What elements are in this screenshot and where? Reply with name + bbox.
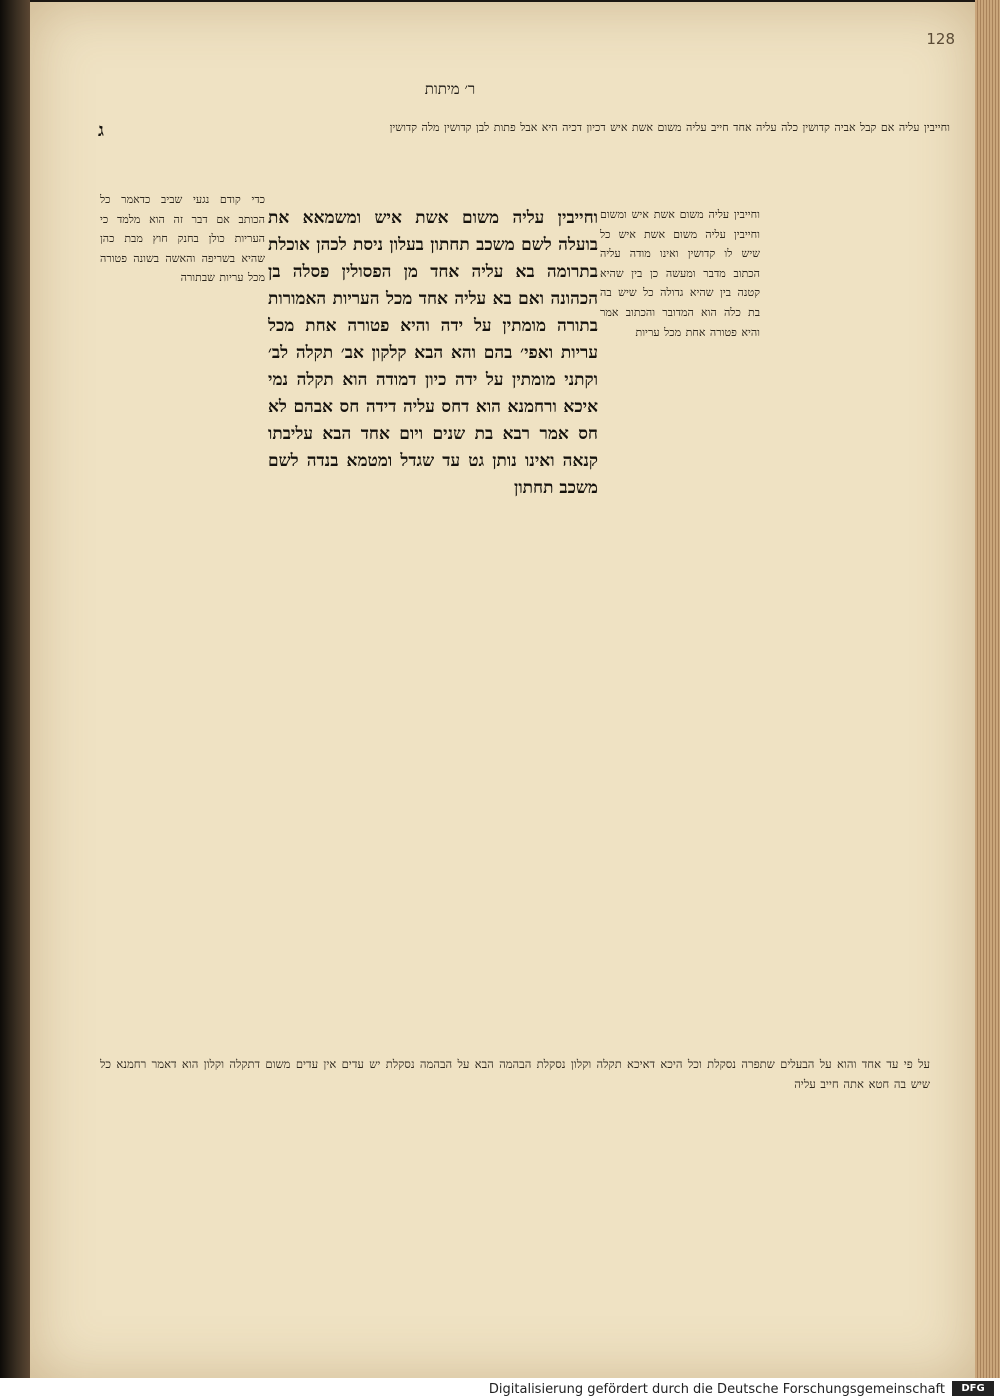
- page-edges: [975, 0, 1000, 1400]
- book-spine-shadow: [0, 0, 30, 1400]
- commentary-top: וחייבין עליה אם קבל אביה קדושין כלה עליה אחד חייב עליה משום אשת איש דכיון דכיה היא אבל פתות לבן קדושין מלה קדושין: [389, 121, 950, 134]
- folio-number: 128: [926, 30, 955, 48]
- running-head: ר׳ מיתות: [424, 80, 476, 98]
- digitization-footer: [0, 1378, 1000, 1400]
- commentary-right: וחייבין עליה משום אשת איש ומשום וחייבין עליה משום אשת איש כל שיש לו קדושין ואינו מודה עליה הכתוב מדבר ומעשה כן בין שהיא קטנה בין שהיא גדולה כל שיש בה בת כלה הוא המדובר והכתוב אמר והיא פטורה אחת מכל עריות: [600, 208, 760, 339]
- commentary-bottom: על פי עד אחד והוא על הבעלים שתפרה נסקלת וכל היכא דאיכא תקלה וקלון נסקלת הבהמה הבא על הבהמה נסקלת יש עדים אין עדים משום דתקלה וקלון הוא דאמר רחמנא כל שיש בה חטא אתה חייב עליה: [100, 1057, 930, 1091]
- dfg-logo: DFG: [952, 1381, 994, 1396]
- digitization-note: Digitalisierung gefördert durch die Deutsche Forschungsgemeinschaft: [488, 1382, 945, 1397]
- commentary-left: כדי קודם נגעי שביב כדאמר כל הכותב אם דבר זה הוא מלמד כי העריות כולן בחנק חוץ מבת כהן שהיא בשריפה והאשה בשונה פטורה מכל עריות שבתורה: [100, 193, 265, 285]
- section-marker: ג: [98, 120, 104, 141]
- main-text-column: וחייבין עליה משום אשת איש ומשמאא את בועלה לשם משכב תחתון בעלון ניסת לכהן אוכלת בתרומה בא עליה אחד מן הפסולין פסלה בן הכהונה ואם בא עליה אחד מכל העריות האמורות בתורה מומתין על ידה והיא פטורה אחת מכל עריות ואפי׳ בהם והא הבא קלקון אב׳ תקלה לב׳ וקתני מומתין על ידה כיון דמודה הוא תקלה נמי איכא ורחמנא הוא דחס עליה דידה חס אבהם לא חס אמר רבא בת שנים ויום אחד הבא עליבתו קנאה ואינו נותן גט עד שגדל ומטמא בנדה לשם משכב תחתון: [268, 208, 598, 498]
